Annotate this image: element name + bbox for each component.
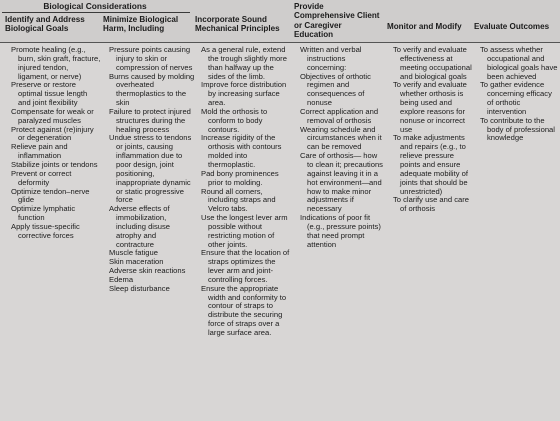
list-item: Protect against (re)injury or degeneration <box>11 124 94 143</box>
list-item: Wearing schedule and circumstances when it can be removed <box>300 124 382 152</box>
list-item: Compensate for weak or paralyzed muscles <box>11 106 94 125</box>
list-item: Prevent or correct deformity <box>11 168 72 187</box>
list-item: Optimize lymphatic function <box>11 204 76 223</box>
group-header: Biological Considerations <box>43 1 147 11</box>
column-header: Incorporate Sound Mechanical Principles <box>195 15 280 34</box>
list-item: To verify and evaluate whether orthosis is being used and explore reasons for nonuse or incorrect use <box>393 80 467 134</box>
list-item: Pad bony prominences prior to molding. <box>201 168 279 187</box>
list-item: Ensure the appropriate width and conformity to contour of straps to distribute the securing force of straps over a large surface area. <box>201 283 287 337</box>
list-item: Indications of poor fit (e.g., pressure points) that need prompt attention <box>300 213 381 249</box>
list-item: Failure to protect injured structures during the healing process <box>109 106 191 134</box>
column-client-education <box>300 46 383 249</box>
list-item: Stabilize joints or tendons <box>11 159 98 169</box>
list-item: Undue stress to tendons or joints, causing inflammation due to poor design, joint positioning, inappropriate dynamic or static progressive force <box>109 133 192 205</box>
list-item: Increase rigidity of the orthosis with contours molded into thermoplastic. <box>201 133 282 169</box>
list-item: Written and verbal instructions concerning: <box>300 45 362 72</box>
list-item: Objectives of orthotic regimen and consequences of nonuse <box>300 71 371 108</box>
list-item: As a general rule, extend the trough slightly more than halfway up the sides of the limb. <box>201 45 287 81</box>
list-item: Pressure points causing injury to skin or compression of nerves <box>109 45 193 72</box>
list-item: To gather evidence concerning efficacy of orthotic intervention <box>480 80 552 116</box>
column-header: Provide Comprehensive Client or Caregiver Education <box>294 2 380 40</box>
list-item: Preserve or restore optimal tissue length and joint flexibility <box>11 80 88 108</box>
column-identify-goals <box>11 46 101 241</box>
list-item: Ensure that the location of straps optimizes the lever arm and joint-controlling forces. <box>201 248 290 284</box>
list-item: Muscle fatigue <box>109 248 158 258</box>
list-item: Burns caused by molding overheated thermoplastics to the skin <box>109 71 195 108</box>
column-minimize-harm <box>109 46 195 294</box>
list-item: Adverse effects of immobilization, including disuse atrophy and contracture <box>109 204 171 249</box>
column-monitor-modify <box>393 46 473 214</box>
list-item: Care of orthosis— how to clean it; precautions against leaving it in a hot environment—and how to make minor adjustments if necessary <box>300 151 383 214</box>
list-item: Improve force distribution by increasing surface area. <box>201 80 287 108</box>
column-header: Monitor and Modify <box>387 22 462 31</box>
list-item: Correct application and removal of orthosis <box>300 106 379 125</box>
column-evaluate-outcomes <box>480 46 558 143</box>
group-header-underline <box>2 12 190 13</box>
list-item: Mold the orthosis to conform to body contours. <box>201 106 268 134</box>
list-item: Sleep disturbance <box>109 283 170 293</box>
header-rule <box>0 42 560 43</box>
list-item: Skin maceration <box>109 257 164 267</box>
list-item: Relieve pain and inflammation <box>11 142 68 161</box>
list-item: To clarify use and care of orthosis <box>393 195 469 214</box>
list-item: Optimize tendon–nerve glide <box>11 186 90 205</box>
list-item: To assess whether occupational and biological goals have been achieved <box>480 45 558 81</box>
list-item: Apply tissue-specific corrective forces <box>11 221 80 240</box>
list-item: Promote healing (e.g., burn, skin graft, fracture, injured tendon, ligament, or nerve) <box>11 45 101 81</box>
column-header: Identify and Address Biological Goals <box>5 15 85 34</box>
list-item: Edema <box>109 274 134 284</box>
column-header: Minimize Biological Harm, Including <box>103 15 179 34</box>
table-header <box>0 0 560 42</box>
list-item: Adverse skin reactions <box>109 266 186 276</box>
list-item: To verify and evaluate effectiveness at meeting occupational and biological goals <box>393 45 472 81</box>
list-item: Round all corners, including straps and Velcro tabs. <box>201 186 276 214</box>
list-item: Use the longest lever arm possible without restricting motion of other joints. <box>201 213 288 249</box>
list-item: To make adjustments and repairs (e.g., to relieve pressure points and ensure adequate mobility of joints that should be unrestricted) <box>393 133 468 196</box>
list-item: To contribute to the body of professional knowledge <box>480 115 555 143</box>
column-header: Evaluate Outcomes <box>474 22 550 31</box>
column-mechanical-principles <box>201 46 291 338</box>
